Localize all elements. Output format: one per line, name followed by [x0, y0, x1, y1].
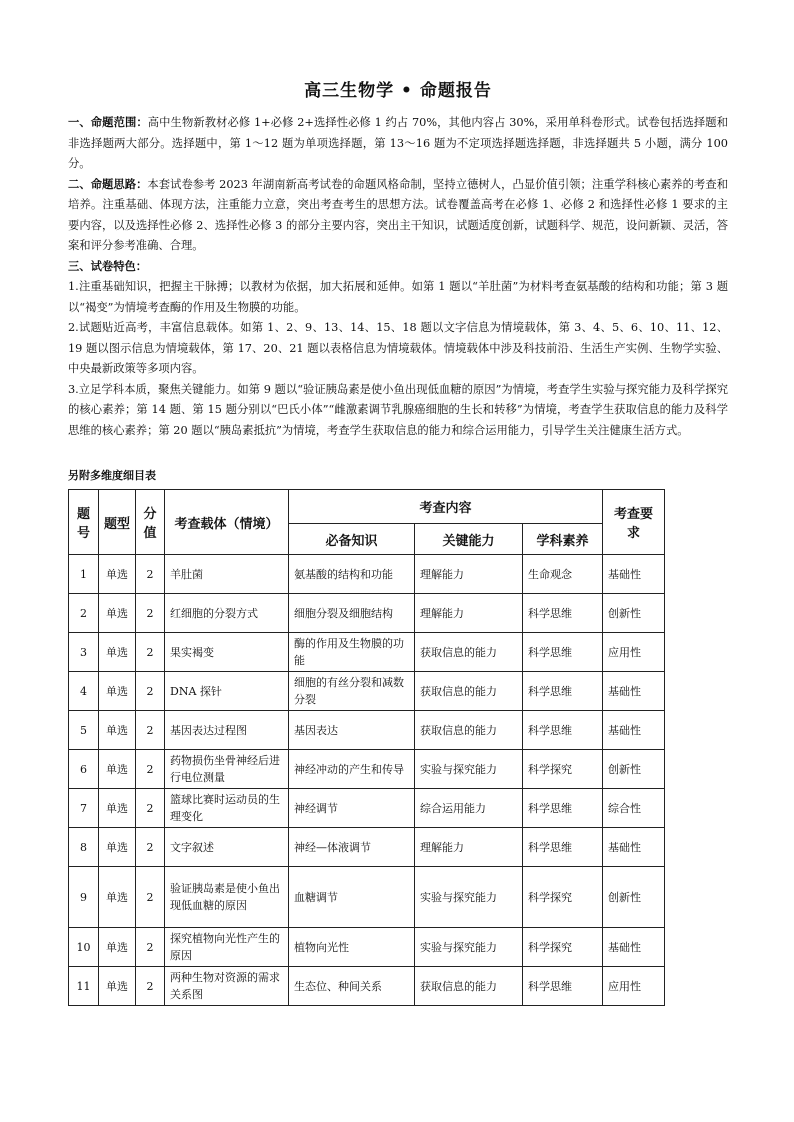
cell-ability: 获取信息的能力	[415, 633, 523, 672]
section-scope	[68, 113, 728, 175]
cell-num: 4	[69, 672, 99, 711]
cell-score: 2	[136, 555, 165, 594]
table-row	[69, 555, 665, 594]
table-row	[69, 867, 665, 928]
cell-carrier: 红细胞的分裂方式	[165, 594, 289, 633]
cell-literacy: 科学思维	[523, 594, 603, 633]
cell-num: 9	[69, 867, 99, 928]
cell-ability: 实验与探究能力	[415, 928, 523, 967]
section-features-heading: 三、试卷特色：	[68, 259, 148, 273]
cell-literacy: 科学思维	[523, 789, 603, 828]
cell-type: 单选	[99, 672, 136, 711]
cell-requirement: 应用性	[603, 633, 665, 672]
table-row	[69, 672, 665, 711]
section-approach-text: 本套试卷参考 2023 年湖南新高考试卷的命题风格命制，坚持立德树人，凸显价值引领；注重学科核心素养的考查和培养。注重基础、体现方法，注重能力立意，突出考查考生的思想方法。试卷覆盖高考在必修 1、必修 2 和选择性必修 1 要求的主要内容，以及选择性必修 2、选择性必修 3 的部分主要内容，突出主干知识，试题适度创新，试题科学、规范，设问新颖、灵活，答案和评分参考准确、合理。	[68, 177, 728, 252]
table-caption: 另附多维度细目表	[68, 469, 156, 482]
header-literacy: 学科素养	[523, 524, 603, 555]
cell-num: 3	[69, 633, 99, 672]
cell-ability: 理解能力	[415, 828, 523, 867]
cell-type: 单选	[99, 928, 136, 967]
table-body	[69, 555, 665, 1006]
cell-score: 2	[136, 711, 165, 750]
cell-ability: 获取信息的能力	[415, 711, 523, 750]
header-type: 题型	[99, 490, 136, 555]
cell-requirement: 基础性	[603, 928, 665, 967]
cell-ability: 综合运用能力	[415, 789, 523, 828]
cell-carrier: 基因表达过程图	[165, 711, 289, 750]
cell-requirement: 基础性	[603, 828, 665, 867]
cell-num: 1	[69, 555, 99, 594]
table-row	[69, 967, 665, 1006]
cell-requirement: 创新性	[603, 867, 665, 928]
cell-num: 6	[69, 750, 99, 789]
cell-carrier: 探究植物向光性产生的原因	[165, 928, 289, 967]
document-title: 高三生物学 • 命题报告	[304, 81, 492, 101]
cell-num: 10	[69, 928, 99, 967]
cell-num: 7	[69, 789, 99, 828]
cell-knowledge: 细胞分裂及细胞结构	[289, 594, 415, 633]
cell-score: 2	[136, 672, 165, 711]
feature-item-3: 3.立足学科本质，聚焦关键能力。如第 9 题以“验证胰岛素是使小鱼出现低血糖的原因”为情境，考查学生实验与探究能力及科学探究的核心素养；第 14 题、第 15 题分别以“巴氏小体”“雌激素调节乳腺癌细胞的生长和转移”为情境，考查学生获取信息的能力及科学思维的核心素养；第 20 题以“胰岛素抵抗”为情境，考查学生获取信息的能力和综合运用能力，引导学生关注健康生活方式。	[68, 382, 728, 437]
cell-type: 单选	[99, 789, 136, 828]
cell-type: 单选	[99, 711, 136, 750]
section-approach	[68, 175, 728, 257]
cell-num: 2	[69, 594, 99, 633]
table-row	[69, 594, 665, 633]
cell-score: 2	[136, 867, 165, 928]
section-features	[68, 257, 728, 278]
cell-carrier: 验证胰岛素是使小鱼出现低血糖的原因	[165, 867, 289, 928]
table-row	[69, 711, 665, 750]
cell-requirement: 创新性	[603, 594, 665, 633]
cell-type: 单选	[99, 828, 136, 867]
cell-ability: 获取信息的能力	[415, 967, 523, 1006]
cell-type: 单选	[99, 750, 136, 789]
cell-type: 单选	[99, 867, 136, 928]
cell-requirement: 基础性	[603, 555, 665, 594]
cell-type: 单选	[99, 555, 136, 594]
cell-score: 2	[136, 633, 165, 672]
header-num: 题号	[69, 490, 99, 555]
cell-type: 单选	[99, 594, 136, 633]
cell-carrier: 篮球比赛时运动员的生理变化	[165, 789, 289, 828]
cell-knowledge: 细胞的有丝分裂和减数分裂	[289, 672, 415, 711]
cell-ability: 理解能力	[415, 555, 523, 594]
cell-score: 2	[136, 967, 165, 1006]
cell-carrier: DNA 探针	[165, 672, 289, 711]
cell-requirement: 综合性	[603, 789, 665, 828]
feature-item-1: 1.注重基础知识，把握主干脉搏；以教材为依据，加大拓展和延伸。如第 1 题以“羊肚菌”为材料考查氨基酸的结构和功能；第 3 题以“褐变”为情境考查酶的作用及生物膜的功能。	[68, 280, 728, 314]
cell-carrier: 两种生物对资源的需求关系图	[165, 967, 289, 1006]
header-requirement: 考查要求	[603, 490, 665, 555]
cell-num: 5	[69, 711, 99, 750]
feature-item-2: 2.试题贴近高考，丰富信息载体。如第 1、2、9、13、14、15、18 题以文字信息为情境载体，第 3、4、5、6、10、11、12、19 题以图示信息为情境载体，第 17、20、21 题以表格信息为情境载体。情境载体中涉及科技前沿、生活生产实例、生物学实验、中央最新政策等多项内容。	[68, 321, 728, 375]
header-ability: 关键能力	[415, 524, 523, 555]
section-approach-heading: 二、命题思路：	[68, 177, 148, 191]
cell-carrier: 文字叙述	[165, 828, 289, 867]
cell-literacy: 生命观念	[523, 555, 603, 594]
cell-num: 8	[69, 828, 99, 867]
cell-ability: 实验与探究能力	[415, 867, 523, 928]
cell-knowledge: 神经调节	[289, 789, 415, 828]
cell-literacy: 科学思维	[523, 967, 603, 1006]
cell-ability: 实验与探究能力	[415, 750, 523, 789]
cell-literacy: 科学思维	[523, 711, 603, 750]
table-row	[69, 828, 665, 867]
cell-knowledge: 氨基酸的结构和功能	[289, 555, 415, 594]
cell-score: 2	[136, 750, 165, 789]
cell-type: 单选	[99, 967, 136, 1006]
header-score: 分值	[136, 490, 165, 555]
cell-literacy: 科学思维	[523, 828, 603, 867]
header-carrier: 考查载体（情境）	[165, 490, 289, 555]
cell-requirement: 基础性	[603, 672, 665, 711]
cell-literacy: 科学探究	[523, 750, 603, 789]
cell-carrier: 羊肚菌	[165, 555, 289, 594]
cell-knowledge: 神经—体液调节	[289, 828, 415, 867]
cell-literacy: 科学探究	[523, 867, 603, 928]
cell-requirement: 基础性	[603, 711, 665, 750]
cell-type: 单选	[99, 633, 136, 672]
cell-knowledge: 神经冲动的产生和传导	[289, 750, 415, 789]
specification-table	[68, 489, 665, 1006]
document-page	[68, 76, 728, 1006]
section-scope-text: 高中生物新教材必修 1+必修 2+选择性必修 1 约占 70%，其他内容占 30%，采用单科卷形式。试卷包括选择题和非选择题两大部分。选择题中，第 1～12 题为单项选择题，第 13～16 题为不定项选择题选择题，非选择题共 5 小题，满分 100 分。	[68, 116, 728, 170]
table-row	[69, 789, 665, 828]
section-scope-heading: 一、命题范围：	[68, 116, 148, 129]
cell-score: 2	[136, 789, 165, 828]
cell-requirement: 创新性	[603, 750, 665, 789]
cell-score: 2	[136, 928, 165, 967]
cell-ability: 获取信息的能力	[415, 672, 523, 711]
table-row	[69, 750, 665, 789]
cell-ability: 理解能力	[415, 594, 523, 633]
cell-knowledge: 基因表达	[289, 711, 415, 750]
cell-num: 11	[69, 967, 99, 1006]
cell-knowledge: 植物向光性	[289, 928, 415, 967]
header-content: 考查内容	[289, 490, 603, 524]
cell-knowledge: 血糖调节	[289, 867, 415, 928]
cell-carrier: 果实褐变	[165, 633, 289, 672]
cell-literacy: 科学思维	[523, 672, 603, 711]
cell-literacy: 科学探究	[523, 928, 603, 967]
cell-score: 2	[136, 828, 165, 867]
cell-carrier: 药物损伤坐骨神经后进行电位测量	[165, 750, 289, 789]
table-row	[69, 633, 665, 672]
header-knowledge: 必备知识	[289, 524, 415, 555]
cell-requirement: 应用性	[603, 967, 665, 1006]
cell-knowledge: 生态位、种间关系	[289, 967, 415, 1006]
cell-knowledge: 酶的作用及生物膜的功能	[289, 633, 415, 672]
table-row	[69, 928, 665, 967]
cell-score: 2	[136, 594, 165, 633]
cell-literacy: 科学思维	[523, 633, 603, 672]
